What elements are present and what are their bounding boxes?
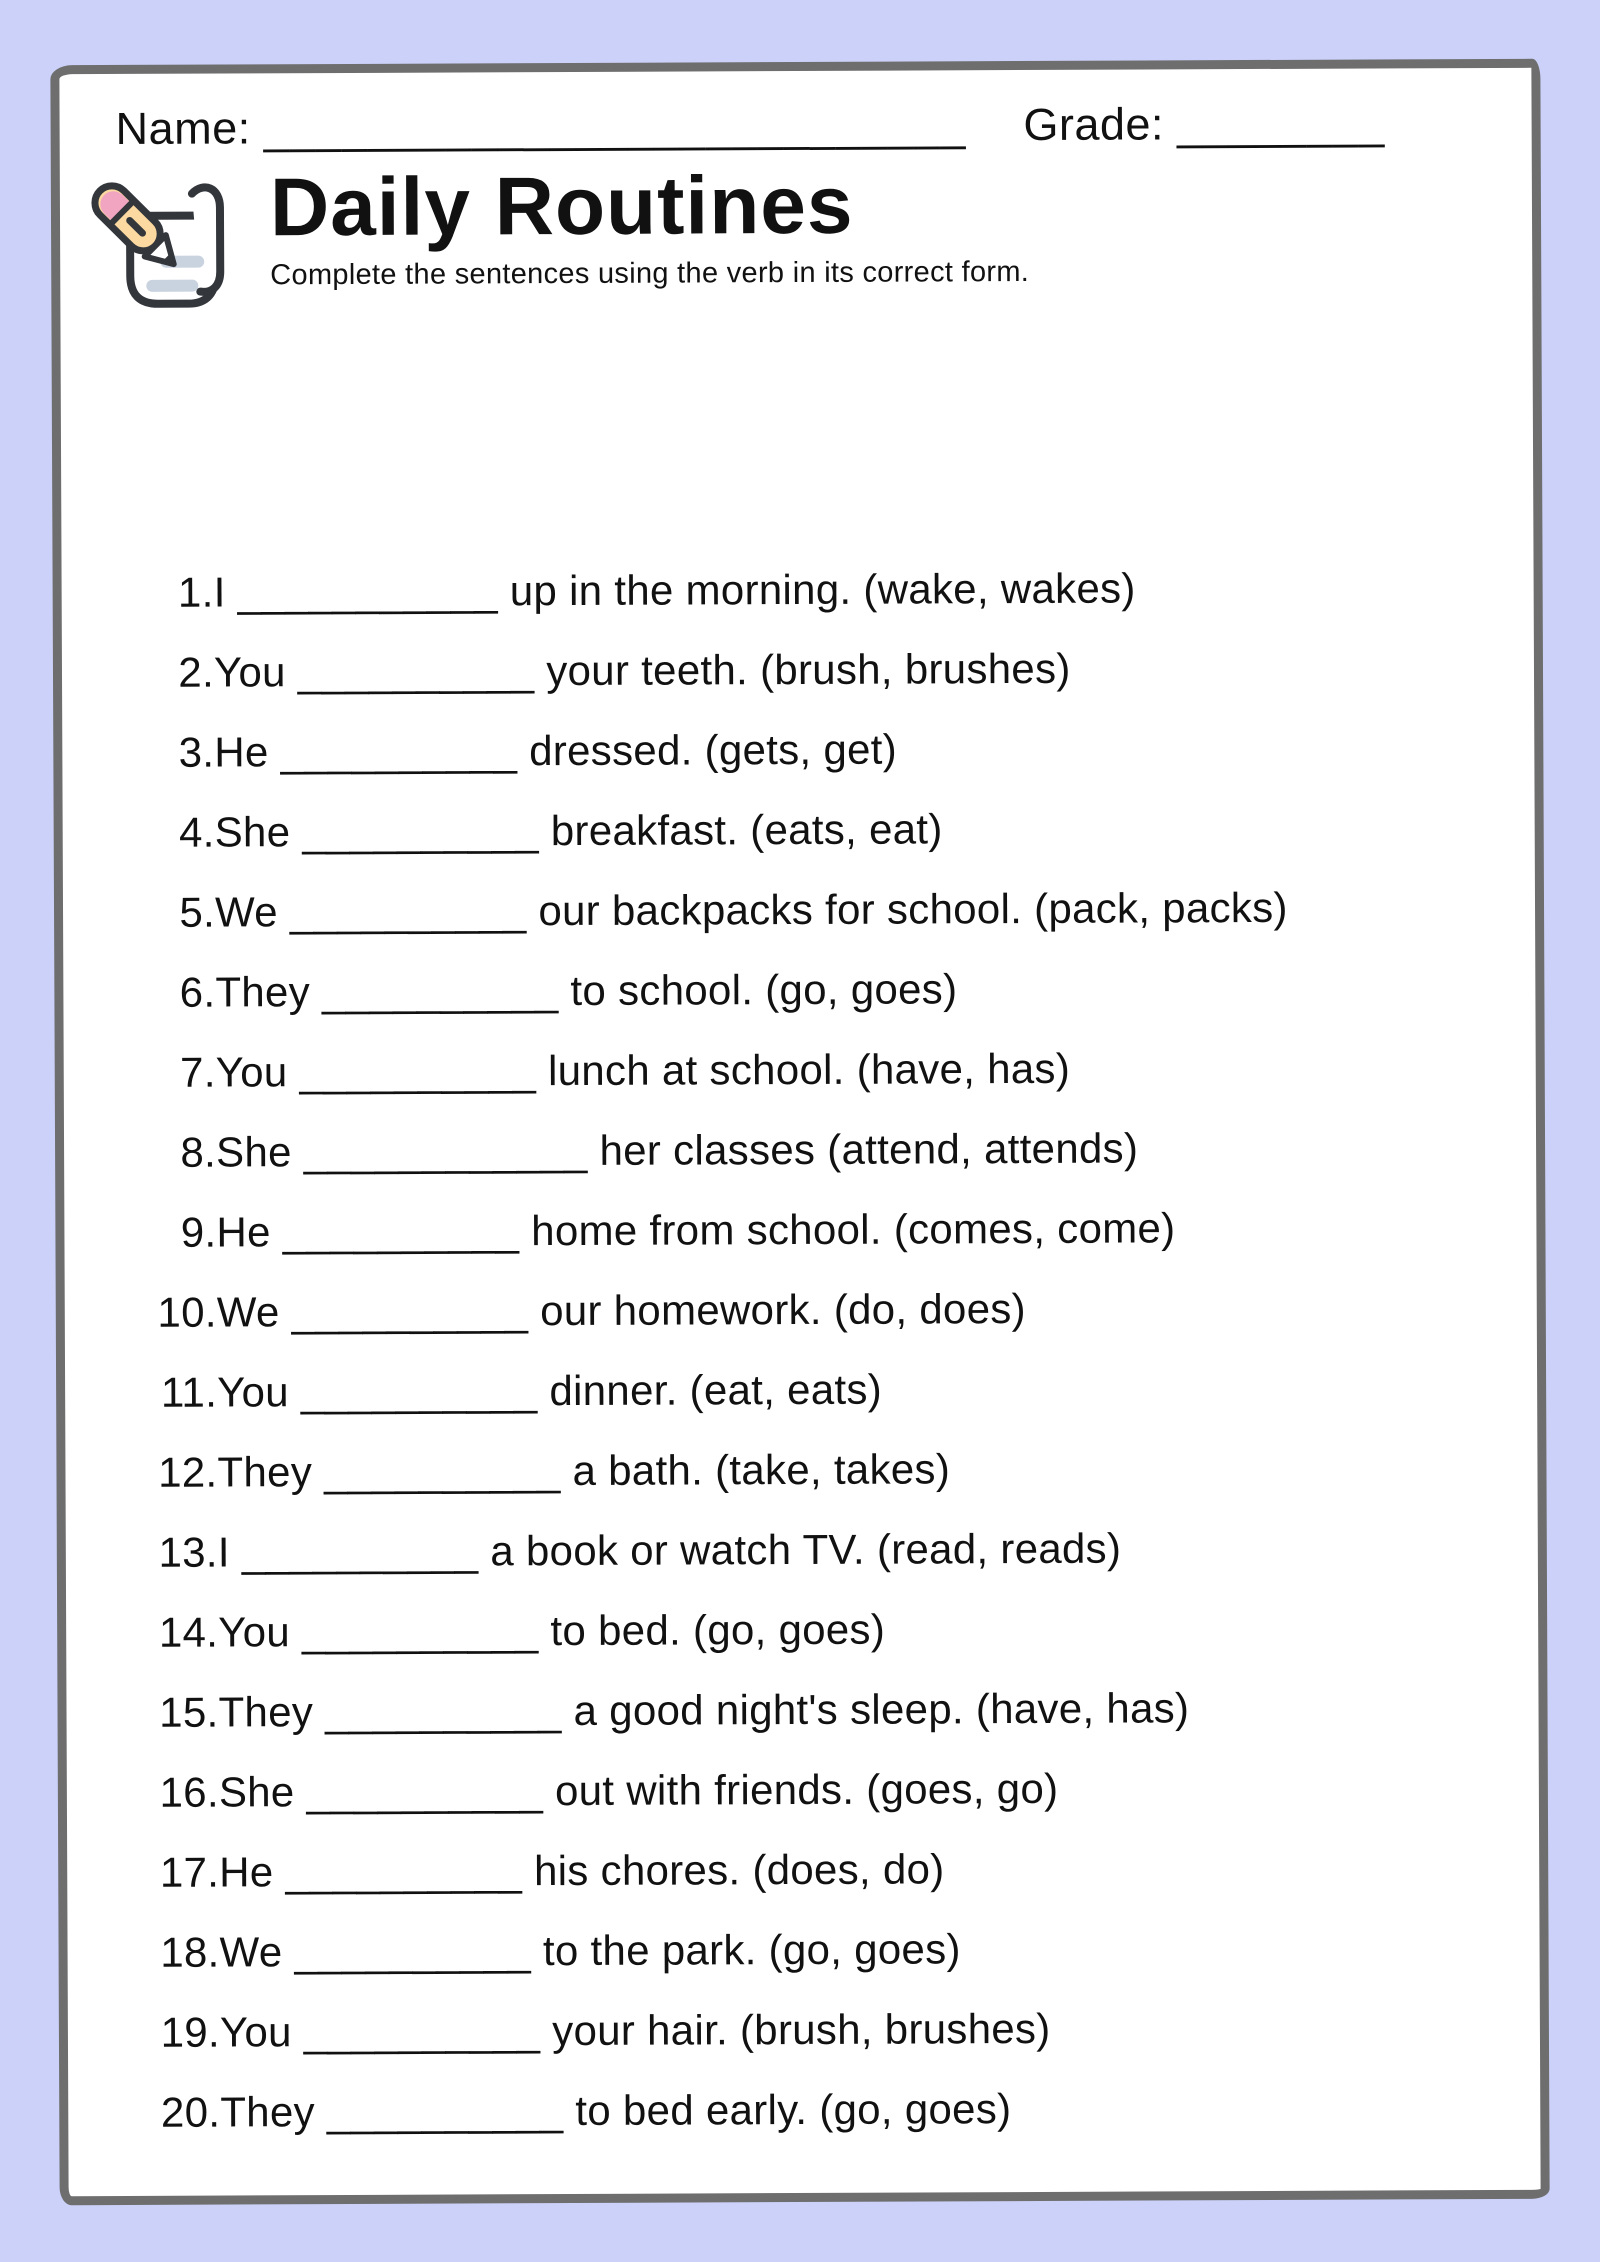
item-text: They __________ to bed early. (go, goes) (220, 2085, 1012, 2136)
item-text: She __________ out with friends. (goes, go) (218, 1764, 1059, 1816)
item-number: 2. (178, 648, 215, 696)
list-item (122, 1587, 1538, 1673)
item-number: 8. (180, 1128, 217, 1176)
item-text: We __________ our backpacks for school. (pack, packs) (214, 883, 1288, 936)
page-title: Daily Routines (269, 159, 854, 254)
list-item (120, 1027, 1536, 1113)
item-text: He __________ dressed. (gets, get) (214, 725, 898, 776)
name-label: Name: (115, 102, 251, 154)
worksheet-list (61, 547, 1540, 2153)
list-item (124, 1987, 1540, 2073)
list-item (122, 1507, 1538, 1593)
item-number: 19. (160, 2008, 221, 2056)
item-text: They __________ a good night's sleep. (have, has) (218, 1684, 1190, 1736)
item-text: He __________ home from school. (comes, come) (216, 1204, 1176, 1256)
name-blank: ___________________________ (263, 99, 967, 154)
item-text: You __________ lunch at school. (have, has) (215, 1044, 1071, 1096)
item-number: 7. (179, 1048, 216, 1096)
item-number: 1. (177, 568, 214, 616)
list-item (122, 1667, 1538, 1753)
list-item (118, 707, 1534, 793)
grade-label: Grade: (1023, 98, 1165, 151)
item-text: I __________ a book or watch TV. (read, reads) (217, 1524, 1122, 1576)
item-text: They __________ a bath. (take, takes) (217, 1445, 951, 1496)
list-item (119, 787, 1535, 873)
item-text: You __________ your teeth. (brush, brushes) (213, 644, 1071, 696)
list-item (121, 1267, 1537, 1353)
list-item (120, 1107, 1536, 1193)
item-text: You __________ your hair. (brush, brushes) (219, 2004, 1051, 2056)
item-number: 11. (160, 1368, 218, 1416)
list-item (118, 627, 1534, 713)
list-item (121, 1347, 1537, 1433)
list-item (123, 1907, 1539, 1993)
item-number: 14. (158, 1608, 219, 1656)
list-item (119, 867, 1535, 953)
item-text: She ____________ her classes (attend, attends) (215, 1124, 1139, 1176)
list-item (119, 947, 1535, 1033)
grade-blank: ________ (1176, 97, 1386, 150)
item-number: 3. (178, 728, 215, 776)
item-text: I ___________ up in the morning. (wake, wakes) (213, 564, 1136, 616)
item-number: 16. (159, 1768, 219, 1816)
item-number: 17. (159, 1848, 220, 1896)
item-number: 13. (158, 1528, 218, 1576)
title-block (60, 152, 1533, 328)
page-subtitle: Complete the sentences using the verb in its correct form. (270, 256, 1030, 292)
item-text: They __________ to school. (go, goes) (215, 965, 958, 1016)
item-text: He __________ his chores. (does, do) (219, 1845, 945, 1896)
item-number: 20. (160, 2088, 221, 2136)
name-grade-row (116, 98, 1528, 154)
item-number: 6. (179, 968, 216, 1016)
item-number: 18. (160, 1928, 220, 1976)
item-number: 10. (157, 1288, 217, 1336)
worksheet-paper (50, 59, 1549, 2205)
paper-line-2 (146, 280, 198, 292)
list-item (123, 1747, 1539, 1833)
item-text: You __________ to bed. (go, goes) (218, 1605, 886, 1656)
item-text: We __________ our homework. (do, does) (216, 1285, 1026, 1336)
list-item (120, 1187, 1536, 1273)
item-number: 9. (180, 1208, 217, 1256)
item-number: 5. (179, 888, 216, 936)
list-item (124, 2067, 1540, 2153)
item-text: She __________ breakfast. (eats, eat) (214, 805, 943, 856)
item-text: We __________ to the park. (go, goes) (219, 1925, 961, 1976)
item-number: 15. (159, 1688, 219, 1736)
list-item (121, 1427, 1537, 1513)
pencil-writing-on-paper-icon (88, 157, 259, 328)
item-number: 4. (178, 808, 215, 856)
item-text: You __________ dinner. (eat, eats) (217, 1365, 883, 1416)
list-item (117, 547, 1533, 633)
pencil-paper-svg (88, 157, 259, 328)
item-number: 12. (158, 1448, 218, 1496)
list-item (123, 1827, 1539, 1913)
